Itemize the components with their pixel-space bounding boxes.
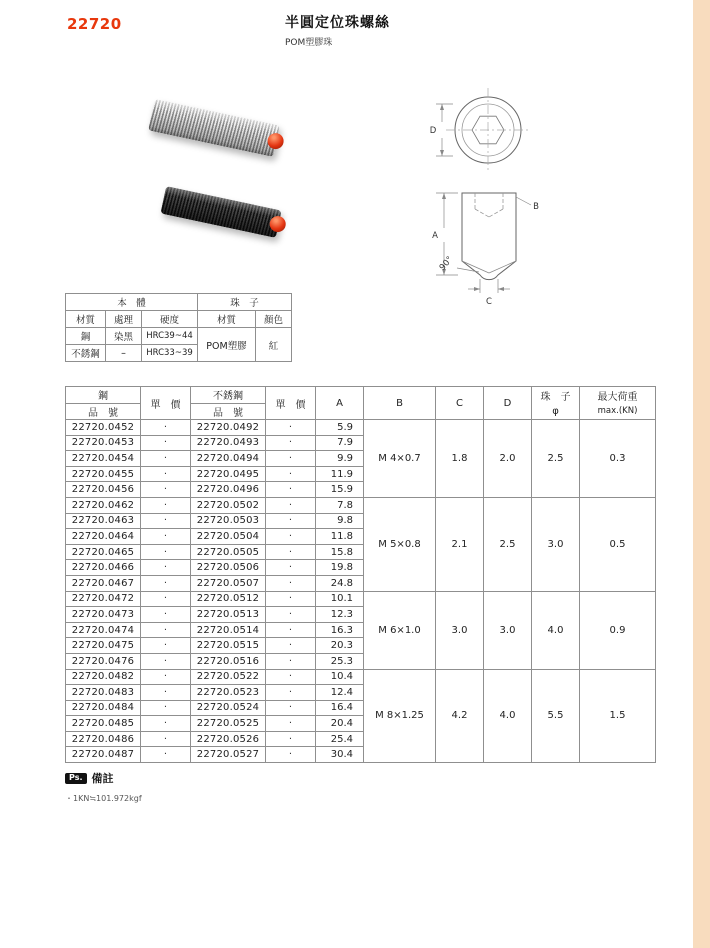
stainless-part-number: 22720.0527 xyxy=(191,747,266,763)
steel-part-number: 22720.0473 xyxy=(66,607,141,623)
col-steel-part-number xyxy=(66,387,141,420)
dim-label-d: D xyxy=(429,126,437,136)
table-row xyxy=(66,591,656,607)
steel-part-number: 22720.0475 xyxy=(66,638,141,654)
main-table-body xyxy=(66,420,656,763)
spec-col-material: 材質 xyxy=(66,311,106,328)
product-photo-stainless-screw xyxy=(160,186,281,238)
header-ball-dia: φ xyxy=(552,405,559,417)
catalog-number: 22720 xyxy=(67,15,122,33)
page-header xyxy=(285,12,390,48)
dim-a-value: 9.8 xyxy=(316,513,364,529)
unit-price-dot: · xyxy=(266,700,316,716)
spec-column-header-row xyxy=(66,311,292,328)
table-row xyxy=(66,420,656,436)
spec-col-hardness: 硬度 xyxy=(142,311,198,328)
max-load-value: 0.9 xyxy=(580,591,656,669)
unit-price-dot: · xyxy=(266,560,316,576)
unit-price-dot: · xyxy=(141,497,191,513)
dim-a-value: 7.9 xyxy=(316,435,364,451)
unit-price-dot: · xyxy=(266,731,316,747)
stainless-part-number: 22720.0493 xyxy=(191,435,266,451)
thread-size-value: M 8×1.25 xyxy=(364,669,436,763)
stainless-part-number: 22720.0494 xyxy=(191,451,266,467)
unit-price-dot: · xyxy=(141,638,191,654)
stainless-part-number: 22720.0512 xyxy=(191,591,266,607)
dim-a-value: 16.4 xyxy=(316,700,364,716)
stainless-part-number: 22720.0515 xyxy=(191,638,266,654)
dim-a-value: 15.9 xyxy=(316,482,364,498)
dim-a-value: 11.8 xyxy=(316,529,364,545)
dim-a-value: 30.4 xyxy=(316,747,364,763)
spec-col-ball-material: 材質 xyxy=(198,311,256,328)
dim-a-value: 15.8 xyxy=(316,544,364,560)
dim-a-value: 20.3 xyxy=(316,638,364,654)
steel-part-number: 22720.0453 xyxy=(66,435,141,451)
header-stainless: 不銹鋼 xyxy=(191,387,265,404)
remarks-title: 備註 xyxy=(91,772,114,785)
remarks-section xyxy=(65,770,142,804)
stainless-part-number: 22720.0503 xyxy=(191,513,266,529)
thread-size-value: M 6×1.0 xyxy=(364,591,436,669)
steel-part-number: 22720.0454 xyxy=(66,451,141,467)
dim-a-value: 19.8 xyxy=(316,560,364,576)
steel-hardness: HRC39~44 xyxy=(142,328,198,345)
unit-price-dot: · xyxy=(266,575,316,591)
unit-price-dot: · xyxy=(266,669,316,685)
page-subtitle: POM塑膠珠 xyxy=(285,38,333,48)
steel-part-number: 22720.0466 xyxy=(66,560,141,576)
unit-price-dot: · xyxy=(141,607,191,623)
ball-color: 紅 xyxy=(256,328,292,362)
steel-part-number: 22720.0485 xyxy=(66,716,141,732)
dim-a-value: 25.3 xyxy=(316,653,364,669)
steel-part-number: 22720.0455 xyxy=(66,466,141,482)
col-dim-b: B xyxy=(364,387,436,420)
steel-part-number: 22720.0464 xyxy=(66,529,141,545)
header-max-load: 最大荷重 xyxy=(597,391,638,403)
stainless-part-number: 22720.0513 xyxy=(191,607,266,623)
table-row xyxy=(66,669,656,685)
unit-price-dot: · xyxy=(266,716,316,732)
stainless-part-number: 22720.0495 xyxy=(191,466,266,482)
steel-part-number: 22720.0465 xyxy=(66,544,141,560)
steel-part-number: 22720.0467 xyxy=(66,575,141,591)
steel-treatment: 染黑 xyxy=(106,328,142,345)
dim-a-value: 12.3 xyxy=(316,607,364,623)
unit-price-dot: · xyxy=(266,544,316,560)
unit-price-dot: · xyxy=(141,451,191,467)
dim-d-value: 2.0 xyxy=(484,420,532,498)
stainless-part-number: 22720.0506 xyxy=(191,560,266,576)
steel-part-number: 22720.0474 xyxy=(66,622,141,638)
unit-price-dot: · xyxy=(141,653,191,669)
steel-part-number: 22720.0456 xyxy=(66,482,141,498)
dim-a-value: 20.4 xyxy=(316,716,364,732)
dim-a-value: 5.9 xyxy=(316,420,364,436)
header-part-no: 品 號 xyxy=(88,407,118,419)
unit-price-dot: · xyxy=(266,622,316,638)
main-table xyxy=(65,386,656,763)
steel-part-number: 22720.0487 xyxy=(66,747,141,763)
col-unit-price-2: 單 價 xyxy=(266,387,316,420)
stainless-part-number: 22720.0526 xyxy=(191,731,266,747)
dim-label-c: C xyxy=(486,297,492,307)
stainless-part-number: 22720.0504 xyxy=(191,529,266,545)
unit-price-dot: · xyxy=(141,420,191,436)
ball-material: POM塑膠 xyxy=(198,328,256,362)
dim-label-angle: 90° xyxy=(437,254,456,273)
dim-label-b: B xyxy=(533,202,539,212)
dim-c-value: 3.0 xyxy=(436,591,484,669)
dim-c-value: 2.1 xyxy=(436,497,484,591)
stainless-part-number: 22720.0502 xyxy=(191,497,266,513)
stainless-part-number: 22720.0505 xyxy=(191,544,266,560)
steel-part-number: 22720.0486 xyxy=(66,731,141,747)
steel-part-number: 22720.0462 xyxy=(66,497,141,513)
ball-diameter-value: 2.5 xyxy=(532,420,580,498)
header-max-load-unit: max.(KN) xyxy=(597,406,638,416)
spec-row-steel xyxy=(66,328,292,345)
spec-header-body: 本 體 xyxy=(66,294,198,311)
stainless-part-number: 22720.0522 xyxy=(191,669,266,685)
header-ball: 珠 子 xyxy=(540,391,571,403)
spec-header-ball: 珠 子 xyxy=(198,294,292,311)
unit-price-dot: · xyxy=(141,700,191,716)
steel-part-number: 22720.0483 xyxy=(66,685,141,701)
side-view-outline xyxy=(462,193,516,280)
dim-a-value: 7.8 xyxy=(316,497,364,513)
dim-a-value: 10.1 xyxy=(316,591,364,607)
unit-price-dot: · xyxy=(141,513,191,529)
stainless-part-number: 22720.0492 xyxy=(191,420,266,436)
unit-price-dot: · xyxy=(141,591,191,607)
technical-drawing xyxy=(400,85,640,320)
unit-price-dot: · xyxy=(141,466,191,482)
page-edge-strip xyxy=(693,0,710,948)
unit-price-dot: · xyxy=(141,544,191,560)
col-dim-c: C xyxy=(436,387,484,420)
steel-material: 鋼 xyxy=(66,328,106,345)
dim-c-value: 1.8 xyxy=(436,420,484,498)
ps-badge: Ps. xyxy=(65,773,87,784)
unit-price-dot: · xyxy=(141,716,191,732)
table-row xyxy=(66,497,656,513)
unit-price-dot: · xyxy=(141,560,191,576)
main-table-header-row xyxy=(66,387,656,420)
unit-price-dot: · xyxy=(266,435,316,451)
steel-part-number: 22720.0452 xyxy=(66,420,141,436)
spec-col-color: 顏色 xyxy=(256,311,292,328)
unit-price-dot: · xyxy=(141,482,191,498)
unit-price-dot: · xyxy=(266,685,316,701)
steel-part-number: 22720.0484 xyxy=(66,700,141,716)
ball-diameter-value: 3.0 xyxy=(532,497,580,591)
stainless-part-number: 22720.0507 xyxy=(191,575,266,591)
col-dim-a: A xyxy=(316,387,364,420)
unit-price-dot: · xyxy=(141,529,191,545)
steel-part-number: 22720.0482 xyxy=(66,669,141,685)
unit-price-dot: · xyxy=(141,747,191,763)
dim-d-value: 4.0 xyxy=(484,669,532,763)
stainless-material: 不銹鋼 xyxy=(66,345,106,362)
unit-price-dot: · xyxy=(141,435,191,451)
max-load-value: 0.3 xyxy=(580,420,656,498)
dim-a-value: 11.9 xyxy=(316,466,364,482)
dim-d-value: 2.5 xyxy=(484,497,532,591)
dim-a-value: 12.4 xyxy=(316,685,364,701)
unit-price-dot: · xyxy=(266,638,316,654)
unit-price-dot: · xyxy=(266,653,316,669)
col-stainless-part-number xyxy=(191,387,266,420)
stainless-part-number: 22720.0514 xyxy=(191,622,266,638)
unit-price-dot: · xyxy=(266,497,316,513)
stainless-hardness: HRC33~39 xyxy=(142,345,198,362)
ball-diameter-value: 5.5 xyxy=(532,669,580,763)
dim-a-value: 10.4 xyxy=(316,669,364,685)
stainless-part-number: 22720.0524 xyxy=(191,700,266,716)
spec-group-header-row xyxy=(66,294,292,311)
thread-size-value: M 5×0.8 xyxy=(364,497,436,591)
dim-c-value: 4.2 xyxy=(436,669,484,763)
unit-price-dot: · xyxy=(141,731,191,747)
max-load-value: 1.5 xyxy=(580,669,656,763)
dim-a-value: 25.4 xyxy=(316,731,364,747)
page-title: 半圓定位珠螺絲 xyxy=(285,15,390,31)
col-max-load xyxy=(580,387,656,420)
product-photo-steel-screw xyxy=(148,99,280,157)
unit-price-dot: · xyxy=(266,466,316,482)
thread-size-value: M 4×0.7 xyxy=(364,420,436,498)
unit-price-dot: · xyxy=(266,747,316,763)
steel-part-number: 22720.0472 xyxy=(66,591,141,607)
red-ball-tip xyxy=(266,132,285,151)
red-ball-tip xyxy=(268,215,287,234)
unit-price-dot: · xyxy=(266,513,316,529)
max-load-value: 0.5 xyxy=(580,497,656,591)
col-unit-price: 單 價 xyxy=(141,387,191,420)
unit-price-dot: · xyxy=(266,482,316,498)
col-ball-diameter xyxy=(532,387,580,420)
stainless-treatment: – xyxy=(106,345,142,362)
steel-part-number: 22720.0476 xyxy=(66,653,141,669)
unit-price-dot: · xyxy=(141,669,191,685)
header-steel: 鋼 xyxy=(66,387,140,404)
remark-text: ・1KN≒101.972kgf xyxy=(65,794,142,803)
stainless-part-number: 22720.0523 xyxy=(191,685,266,701)
unit-price-dot: · xyxy=(266,607,316,623)
spec-col-treatment: 處理 xyxy=(106,311,142,328)
stainless-part-number: 22720.0525 xyxy=(191,716,266,732)
steel-part-number: 22720.0463 xyxy=(66,513,141,529)
dim-d-value: 3.0 xyxy=(484,591,532,669)
unit-price-dot: · xyxy=(141,575,191,591)
unit-price-dot: · xyxy=(266,529,316,545)
dim-label-a: A xyxy=(432,231,438,241)
unit-price-dot: · xyxy=(266,451,316,467)
dim-a-value: 16.3 xyxy=(316,622,364,638)
dim-a-value: 24.8 xyxy=(316,575,364,591)
header-part-no: 品 號 xyxy=(213,407,243,419)
unit-price-dot: · xyxy=(141,622,191,638)
col-dim-d: D xyxy=(484,387,532,420)
stainless-part-number: 22720.0496 xyxy=(191,482,266,498)
spec-table xyxy=(65,293,292,362)
unit-price-dot: · xyxy=(266,591,316,607)
dim-a-value: 9.9 xyxy=(316,451,364,467)
unit-price-dot: · xyxy=(266,420,316,436)
unit-price-dot: · xyxy=(141,685,191,701)
stainless-part-number: 22720.0516 xyxy=(191,653,266,669)
ball-diameter-value: 4.0 xyxy=(532,591,580,669)
